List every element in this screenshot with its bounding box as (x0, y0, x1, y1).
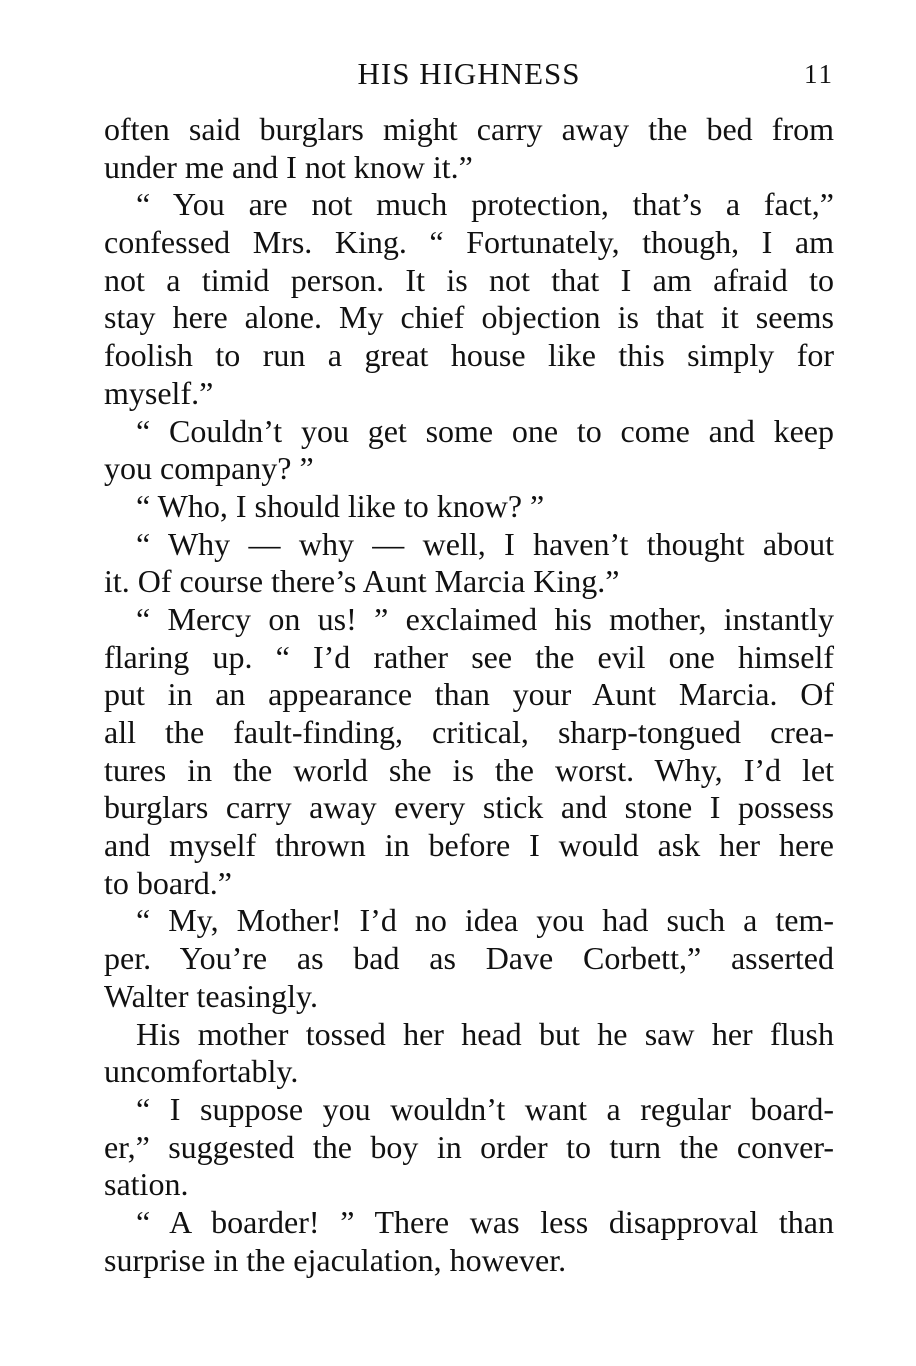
text-line: under me and I not know it.” (104, 148, 473, 185)
text-line: surprise in the ejaculation, however. (104, 1241, 567, 1278)
text-line: it. Of course there’s Aunt Marcia King.” (104, 563, 620, 600)
text-line: flaring up. “ I’d rather see the evil one himself (104, 638, 834, 675)
body-text (104, 111, 834, 1279)
text-line: “ Mercy on us! ” exclaimed his mother, instantly (136, 600, 834, 637)
text-line: tures in the world she is the worst. Why, I’d let (104, 751, 834, 788)
text-line: you company? ” (104, 450, 314, 487)
text-line: His mother tossed her head but he saw her flush (136, 1015, 834, 1052)
running-head (104, 56, 834, 96)
text-line: er,” suggested the boy in order to turn the conver- (104, 1128, 834, 1165)
text-line: “ A boarder! ” There was less disapproval than (136, 1203, 834, 1240)
text-line: confessed Mrs. King. “ Fortunately, though, I am (104, 224, 834, 261)
text-line: “ My, Mother! I’d no idea you had such a tem- (136, 902, 834, 939)
text-line: often said burglars might carry away the bed from (104, 111, 834, 147)
running-title: HIS HIGHNESS (357, 56, 581, 91)
page-number: 11 (804, 59, 834, 89)
text-line: “ Who, I should like to know? ” (136, 487, 545, 524)
text-line: “ I suppose you wouldn’t want a regular board- (136, 1090, 834, 1127)
text-line: and myself thrown in before I would ask her here (104, 827, 834, 864)
text-line: Walter teasingly. (104, 977, 318, 1014)
text-line: “ Why — why — well, I haven’t thought about (136, 525, 834, 562)
text-line: per. You’re as bad as Dave Corbett,” asserted (104, 940, 834, 977)
text-line: foolish to run a great house like this simply for (104, 337, 834, 374)
text-line: put in an appearance than your Aunt Marcia. Of (104, 676, 834, 713)
text-line: not a timid person. It is not that I am afraid to (104, 261, 834, 298)
text-line: sation. (104, 1166, 189, 1203)
text-line: “ Couldn’t you get some one to come and keep (136, 412, 834, 449)
text-line: uncomfortably. (104, 1053, 299, 1090)
text-line: burglars carry away every stick and stone I possess (104, 789, 834, 826)
text-line: myself.” (104, 374, 214, 411)
text-line: stay here alone. My chief objection is that it seems (104, 299, 834, 336)
text-line: to board.” (104, 864, 232, 901)
text-line: all the fault-finding, critical, sharp-tongued crea- (104, 714, 834, 750)
text-line: “ You are not much protection, that’s a fact,” (136, 186, 834, 223)
